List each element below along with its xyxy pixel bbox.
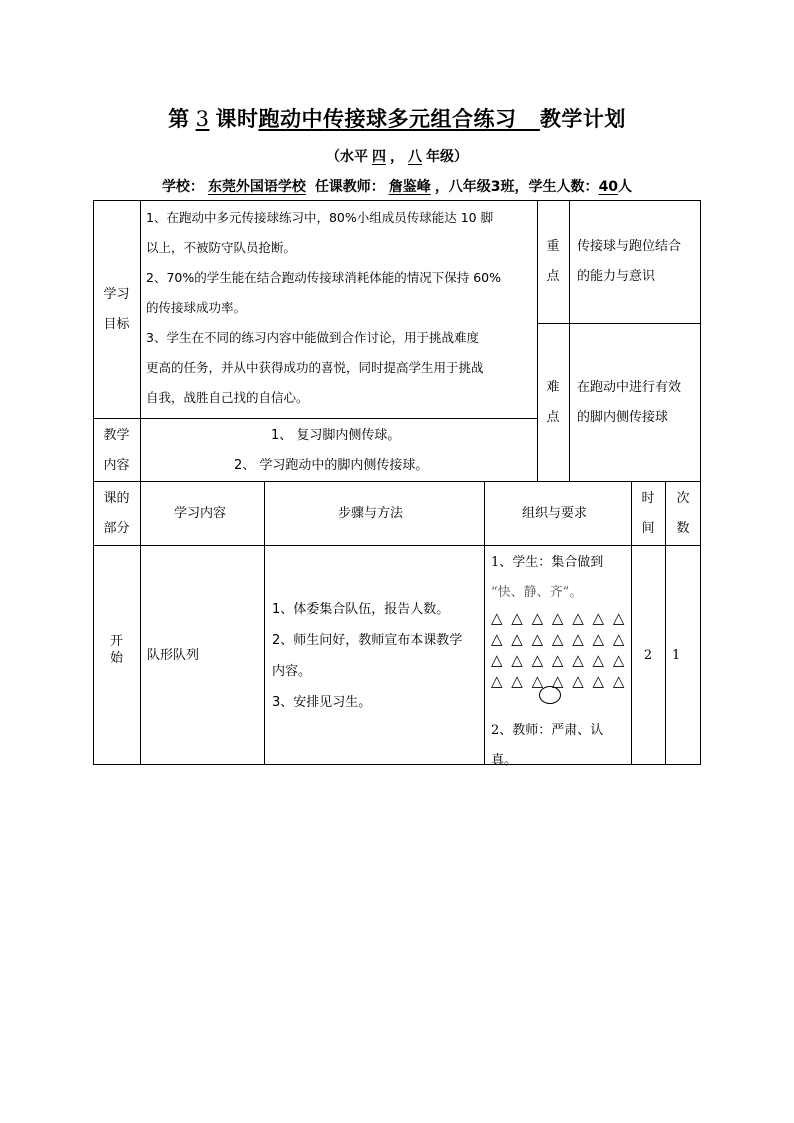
objective-line: 2、70%的学生能在结合跑动传接球消耗体能的情况下保持 60% [146,270,501,285]
teacher-position-icon [539,686,561,704]
school-name: 东莞外国语学校 [207,179,306,195]
content-item-1: 1、 复习脚内侧传球。 [271,428,401,443]
key-point-line1: 传接球与跑位结合 [577,239,682,254]
header-content: 学习内容 [174,506,227,521]
level-prefix: （水平 [326,149,368,165]
objective-line: 1、在跑动中多元传接球练习中，80%小组成员传球能达 10 脚 [146,210,494,225]
title-underline-gap [516,106,539,131]
difficulty-line2: 的脚内侧传接球 [577,410,669,425]
grade-value: 八 [408,149,422,165]
step-line: 3、安排见习生。 [272,695,372,710]
page-title [0,103,794,133]
objectives-label-line2: 目标 [103,317,130,332]
school-label: 学校： [161,179,204,195]
key-point-line2: 的能力与意识 [577,269,656,284]
row-part: 开 始 [109,634,123,666]
school-info-line [0,176,794,196]
step-line: 2、师生问好，教师宣布本课教学 [272,633,463,648]
difficulty-line1: 在跑动中进行有效 [577,380,682,395]
objective-line: 以上，不被防守队员抢断。 [146,240,297,255]
row-content: 队形队列 [147,648,200,663]
level-value: 四 [372,149,386,165]
step-line: 内容。 [272,664,312,679]
content-label [93,421,140,481]
content-item-2: 2、 学习跑动中的脚内侧传接球。 [234,458,429,473]
class-info: ，八年级3班，学生人数： [434,179,599,195]
header-time: 时 间 [641,491,655,536]
formation-row: △ △ △ △ △ △ △ [491,630,627,648]
key-point-label-line2: 点 [546,269,560,284]
org-line: “快、静、齐”。 [491,585,583,600]
lesson-topic: 跑动中传接球多元组合练习 [258,106,517,131]
objectives-text [146,203,536,413]
row-organization [491,548,629,776]
objectives-label-line1: 学习 [103,287,130,302]
formation-row: △ △ △ △ △ △ △ [491,651,627,669]
row-steps [272,594,482,718]
lesson-number: 3 [195,107,210,131]
difficulty-label-line2: 点 [546,410,560,425]
content-label-line2: 内容 [103,458,130,473]
content-label-line1: 教学 [103,428,130,443]
level-line [0,146,794,166]
header-part: 课的 部分 [103,491,130,536]
title-prefix: 第 [168,106,190,131]
key-point-label [537,232,569,292]
teacher-label: 任课教师： [314,179,385,195]
header-organization: 组织与要求 [522,506,588,521]
key-point-label-line1: 重 [546,239,560,254]
key-point-text [577,232,699,292]
formation-row: △ △ △ △ △ △ △ [491,609,627,627]
difficulty-label [537,373,569,433]
title-suffix: 教学计划 [539,106,626,131]
objective-line: 自我，战胜自己找的自信心。 [146,390,309,405]
difficulty-text [577,373,699,433]
title-mid: 课时 [215,106,259,131]
student-count: 40 [598,179,619,195]
objective-line: 3、学生在不同的练习内容中能做到合作讨论，用于挑战难度 [146,330,479,345]
objectives-label [93,280,140,340]
org-line: 2、教师：严肃、认 [491,723,604,738]
objective-line: 的传接球成功率。 [146,300,247,315]
step-line: 1、体委集合队伍，报告人数。 [272,602,450,617]
objective-line: 更高的任务，并从中获得成功的喜悦，同时提高学生用于挑战 [146,360,484,375]
level-separator: ， [390,149,404,165]
count-unit: 人 [618,179,633,195]
level-suffix: 年级） [426,149,468,165]
teacher-name: 詹鉴峰 [388,179,431,195]
formation-row: △ △ △ △ △ △ △ [491,672,627,690]
row-count: 1 [672,648,681,663]
row-time: 2 [643,648,653,663]
org-line: 1、学生：集合做到 [491,555,604,570]
formation-diagram [491,608,629,692]
header-steps: 步骤与方法 [338,506,404,521]
header-count: 次 数 [676,491,690,536]
difficulty-label-line1: 难 [546,380,560,395]
org-line: 真。 [491,753,518,768]
